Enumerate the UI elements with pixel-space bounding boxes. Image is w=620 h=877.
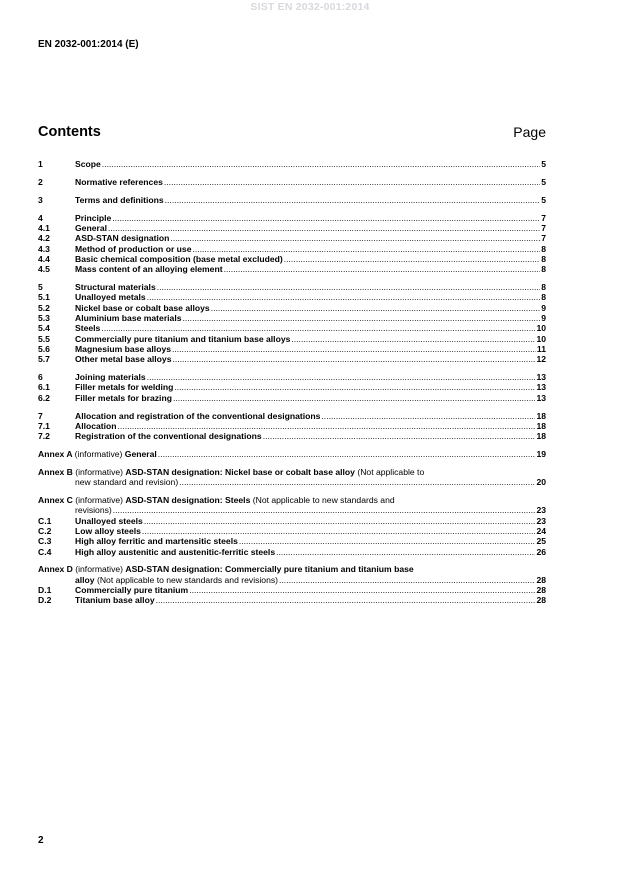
- annex-c-subclauses: [38, 516, 546, 557]
- toc-entry[interactable]: [38, 292, 546, 302]
- document-header: EN 2032-001:2014 (E): [38, 39, 139, 50]
- leader-dots: [291, 334, 535, 344]
- leader-dots: [147, 292, 541, 302]
- toc-entry-number: 4.4: [38, 253, 50, 264]
- annex-a-label: Annex A: [38, 448, 73, 459]
- toc-entry-title: Terms and definitions: [75, 194, 164, 205]
- leader-dots: [321, 411, 535, 421]
- toc-entry-number: C.3: [38, 536, 52, 547]
- toc-entry-title: Normative references: [75, 176, 163, 187]
- toc-entry-number: 5.2: [38, 302, 50, 313]
- watermark: SIST EN 2032-001:2014: [250, 1, 370, 13]
- annex-a-page: 19: [536, 448, 546, 459]
- leader-dots: [172, 344, 536, 354]
- toc-entry-title: Mass content of an alloying element: [75, 264, 223, 275]
- toc-entry-number: 4: [38, 212, 43, 223]
- toc-entry-title: Steels: [75, 323, 101, 334]
- leader-dots: [113, 505, 536, 515]
- toc-annex-a[interactable]: [38, 449, 546, 459]
- toc-entry[interactable]: [38, 323, 546, 333]
- annex-b-label: Annex B: [38, 466, 73, 477]
- leader-dots: [276, 547, 535, 557]
- annex-d-note: (Not applicable to new standards and revisions): [96, 574, 279, 585]
- toc-annex-b[interactable]: [38, 467, 546, 488]
- toc-entry-title: Scope: [75, 159, 101, 169]
- toc-entry[interactable]: [38, 421, 546, 431]
- toc-entry[interactable]: [38, 282, 546, 292]
- toc-entry[interactable]: [38, 159, 546, 169]
- toc-entry-number: 4.3: [38, 243, 50, 254]
- toc-entry[interactable]: [38, 334, 546, 344]
- page-number: 2: [38, 835, 44, 846]
- annex-c-note-line1: (Not applicable to new standards and: [252, 495, 395, 506]
- toc-entry-page: 7: [541, 212, 546, 223]
- toc-entry-page: 8: [541, 243, 546, 254]
- toc-entry-title: High alloy austenitic and austenitic-ferritic steels: [75, 546, 276, 557]
- toc-entry[interactable]: [38, 303, 546, 313]
- annex-c-label: Annex C: [38, 495, 73, 506]
- toc-entry[interactable]: [38, 393, 546, 403]
- annex-b-page: 20: [536, 477, 546, 488]
- annex-b-informative: (informative): [75, 466, 124, 477]
- toc-entry-number: C.2: [38, 525, 52, 536]
- leader-dots: [157, 282, 541, 292]
- toc-entry-title: Allocation: [75, 420, 117, 431]
- toc-entry-title: Principle: [75, 212, 112, 223]
- toc-entry[interactable]: [38, 547, 546, 557]
- toc-entry-number: 5.7: [38, 354, 50, 365]
- annex-c-informative: (informative): [75, 495, 124, 506]
- toc-entry-number: 5: [38, 282, 43, 293]
- leader-dots: [118, 421, 536, 431]
- toc-entry-number: D.1: [38, 585, 52, 596]
- toc-entry-title: Allocation and registration of the conventional designations: [75, 410, 321, 421]
- leader-dots: [224, 264, 541, 274]
- toc-entry-title: Basic chemical composition (base metal excluded): [75, 253, 283, 264]
- annex-b-note-line1: (Not applicable to: [357, 466, 425, 477]
- toc-entry-number: 6: [38, 372, 43, 383]
- annex-a-title: General: [124, 448, 157, 459]
- toc-entry[interactable]: [38, 536, 546, 546]
- toc-entry-title: Commercially pure titanium and titanium base alloys: [75, 333, 291, 344]
- toc-entry[interactable]: [38, 372, 546, 382]
- annex-d-page: 28: [536, 574, 546, 585]
- annex-d-label: Annex D: [38, 564, 73, 575]
- toc-entry-title: Unalloyed steels: [75, 515, 143, 526]
- toc-entry[interactable]: [38, 313, 546, 323]
- toc-entry[interactable]: [38, 223, 546, 233]
- toc-entry-page: 8: [541, 292, 546, 303]
- toc-entry-page: 24: [536, 525, 546, 536]
- leader-dots: [211, 303, 541, 313]
- toc-entry-number: 1: [38, 159, 43, 169]
- contents-heading: Contents: [38, 124, 101, 140]
- toc-entry[interactable]: [38, 595, 546, 605]
- toc-entry-number: 5.1: [38, 292, 50, 303]
- toc-entry-number: 5.6: [38, 343, 50, 354]
- toc-entry-page: 13: [536, 392, 546, 403]
- toc-entry-number: C.1: [38, 515, 52, 526]
- leader-dots: [101, 323, 535, 333]
- annex-d-subclauses: [38, 585, 546, 606]
- toc-entry-page: 7: [541, 233, 546, 244]
- toc-entry-page: 5: [541, 194, 546, 205]
- leader-dots: [279, 575, 535, 585]
- annex-d-title-line2: alloy: [75, 574, 95, 585]
- toc-entry[interactable]: [38, 382, 546, 392]
- toc-entry-page: 8: [541, 264, 546, 275]
- toc-entry-title: Nickel base or cobalt base alloys: [75, 302, 210, 313]
- toc-entry-page: 25: [536, 536, 546, 547]
- toc-entry-number: 3: [38, 194, 43, 205]
- toc-entry-page: 11: [536, 343, 546, 354]
- toc-entry[interactable]: [38, 411, 546, 421]
- toc-entry-title: Method of production or use: [75, 243, 192, 254]
- toc-entry-title: Magnesium base alloys: [75, 343, 171, 354]
- toc-entry-page: 28: [536, 585, 546, 596]
- leader-dots: [164, 177, 540, 187]
- leader-dots: [172, 354, 535, 364]
- toc-entry-page: 8: [541, 253, 546, 264]
- toc-entry-number: C.4: [38, 546, 52, 557]
- toc-entry[interactable]: [38, 344, 546, 354]
- toc-entry-title: Other metal base alloys: [75, 354, 172, 365]
- toc-entry[interactable]: [38, 233, 546, 243]
- toc-entry-page: 7: [541, 222, 546, 233]
- toc-entry-page: 5: [541, 159, 546, 169]
- toc-entry[interactable]: [38, 195, 546, 205]
- toc-entry-number: 5.4: [38, 323, 50, 334]
- annex-b-note-line2: new standard and revision): [75, 477, 179, 488]
- leader-dots: [144, 516, 536, 526]
- leader-dots: [263, 431, 536, 441]
- toc-entry-title: ASD-STAN designation: [75, 233, 170, 244]
- toc-entry-title: Commercially pure titanium: [75, 585, 189, 596]
- toc-entry-number: 7.2: [38, 431, 50, 442]
- toc-entry-number: 6.1: [38, 382, 50, 393]
- toc-entry-number: 5.5: [38, 333, 50, 344]
- table-of-contents: [38, 159, 546, 606]
- annex-d-title-line1: ASD-STAN designation: Commercially pure titanium and titanium base: [125, 564, 414, 575]
- leader-dots: [147, 372, 536, 382]
- toc-entry-title: Low alloy steels: [75, 525, 141, 536]
- toc-entry[interactable]: [38, 177, 546, 187]
- leader-dots: [179, 477, 535, 487]
- toc-entry[interactable]: [38, 213, 546, 223]
- toc-entry-title: General: [75, 222, 108, 233]
- toc-entry-page: 13: [536, 372, 546, 383]
- toc-entry[interactable]: [38, 244, 546, 254]
- leader-dots: [192, 244, 540, 254]
- annex-c-title: ASD-STAN designation: Steels: [125, 495, 251, 506]
- toc-entry[interactable]: [38, 431, 546, 441]
- toc-entry-page: 9: [541, 312, 546, 323]
- toc-entry[interactable]: [38, 526, 546, 536]
- leader-dots: [170, 233, 540, 243]
- toc-entry-page: 8: [541, 282, 546, 293]
- toc-entry-title: Structural materials: [75, 282, 156, 293]
- toc-entry-number: 2: [38, 176, 43, 187]
- toc-entry-title: Filler metals for welding: [75, 382, 174, 393]
- toc-entry-page: 13: [536, 382, 546, 393]
- toc-annex-d[interactable]: [38, 564, 546, 585]
- toc-entry-page: 18: [536, 410, 546, 421]
- toc-entry[interactable]: [38, 354, 546, 364]
- toc-entry-title: Joining materials: [75, 372, 146, 383]
- leader-dots: [183, 313, 541, 323]
- toc-entry-title: Filler metals for brazing: [75, 392, 172, 403]
- leader-dots: [156, 595, 536, 605]
- toc-entry[interactable]: [38, 254, 546, 264]
- toc-entry-page: 5: [541, 176, 546, 187]
- toc-entry-page: 18: [536, 420, 546, 431]
- leader-dots: [108, 223, 540, 233]
- toc-clauses: [38, 159, 546, 441]
- toc-entry[interactable]: [38, 516, 546, 526]
- toc-entry[interactable]: [38, 264, 546, 274]
- leader-dots: [173, 393, 535, 403]
- leader-dots: [174, 382, 535, 392]
- toc-entry[interactable]: [38, 585, 546, 595]
- toc-entry-page: 10: [536, 333, 546, 344]
- toc-entry-page: 28: [536, 595, 546, 606]
- toc-entry-title: Unalloyed metals: [75, 292, 146, 303]
- leader-dots: [102, 159, 540, 169]
- toc-entry-number: 6.2: [38, 392, 50, 403]
- toc-entry-page: 26: [536, 546, 546, 557]
- toc-entry-number: 4.5: [38, 264, 50, 275]
- leader-dots: [189, 585, 535, 595]
- toc-entry-number: 4.2: [38, 233, 50, 244]
- toc-entry-number: 7: [38, 410, 43, 421]
- toc-entry-number: 4.1: [38, 222, 50, 233]
- toc-entry-page: 9: [541, 302, 546, 313]
- toc-entry-title: High alloy ferritic and martensitic steels: [75, 536, 238, 547]
- toc-entry-page: 12: [536, 354, 546, 365]
- toc-entry-page: 10: [536, 323, 546, 334]
- toc-annex-c[interactable]: [38, 495, 546, 516]
- leader-dots: [142, 526, 536, 536]
- leader-dots: [284, 254, 540, 264]
- annex-d-informative: (informative): [75, 564, 124, 575]
- leader-dots: [239, 536, 536, 546]
- leader-dots: [158, 449, 536, 459]
- toc-entry-number: 7.1: [38, 420, 50, 431]
- toc-entry-number: D.2: [38, 595, 52, 606]
- annex-c-note-line2: revisions): [75, 505, 112, 516]
- leader-dots: [112, 213, 540, 223]
- page-column-label: Page: [513, 124, 546, 140]
- annex-b-title: ASD-STAN designation: Nickel base or cobalt base alloy: [125, 466, 355, 477]
- leader-dots: [165, 195, 541, 205]
- toc-entry-page: 23: [536, 515, 546, 526]
- toc-entry-title: Registration of the conventional designations: [75, 431, 262, 442]
- annex-a-informative: (informative): [74, 448, 123, 459]
- toc-entry-number: 5.3: [38, 312, 50, 323]
- toc-entry-page: 18: [536, 431, 546, 442]
- toc-entry-title: Aluminium base materials: [75, 312, 182, 323]
- annex-c-page: 23: [536, 505, 546, 516]
- toc-entry-title: Titanium base alloy: [75, 595, 155, 606]
